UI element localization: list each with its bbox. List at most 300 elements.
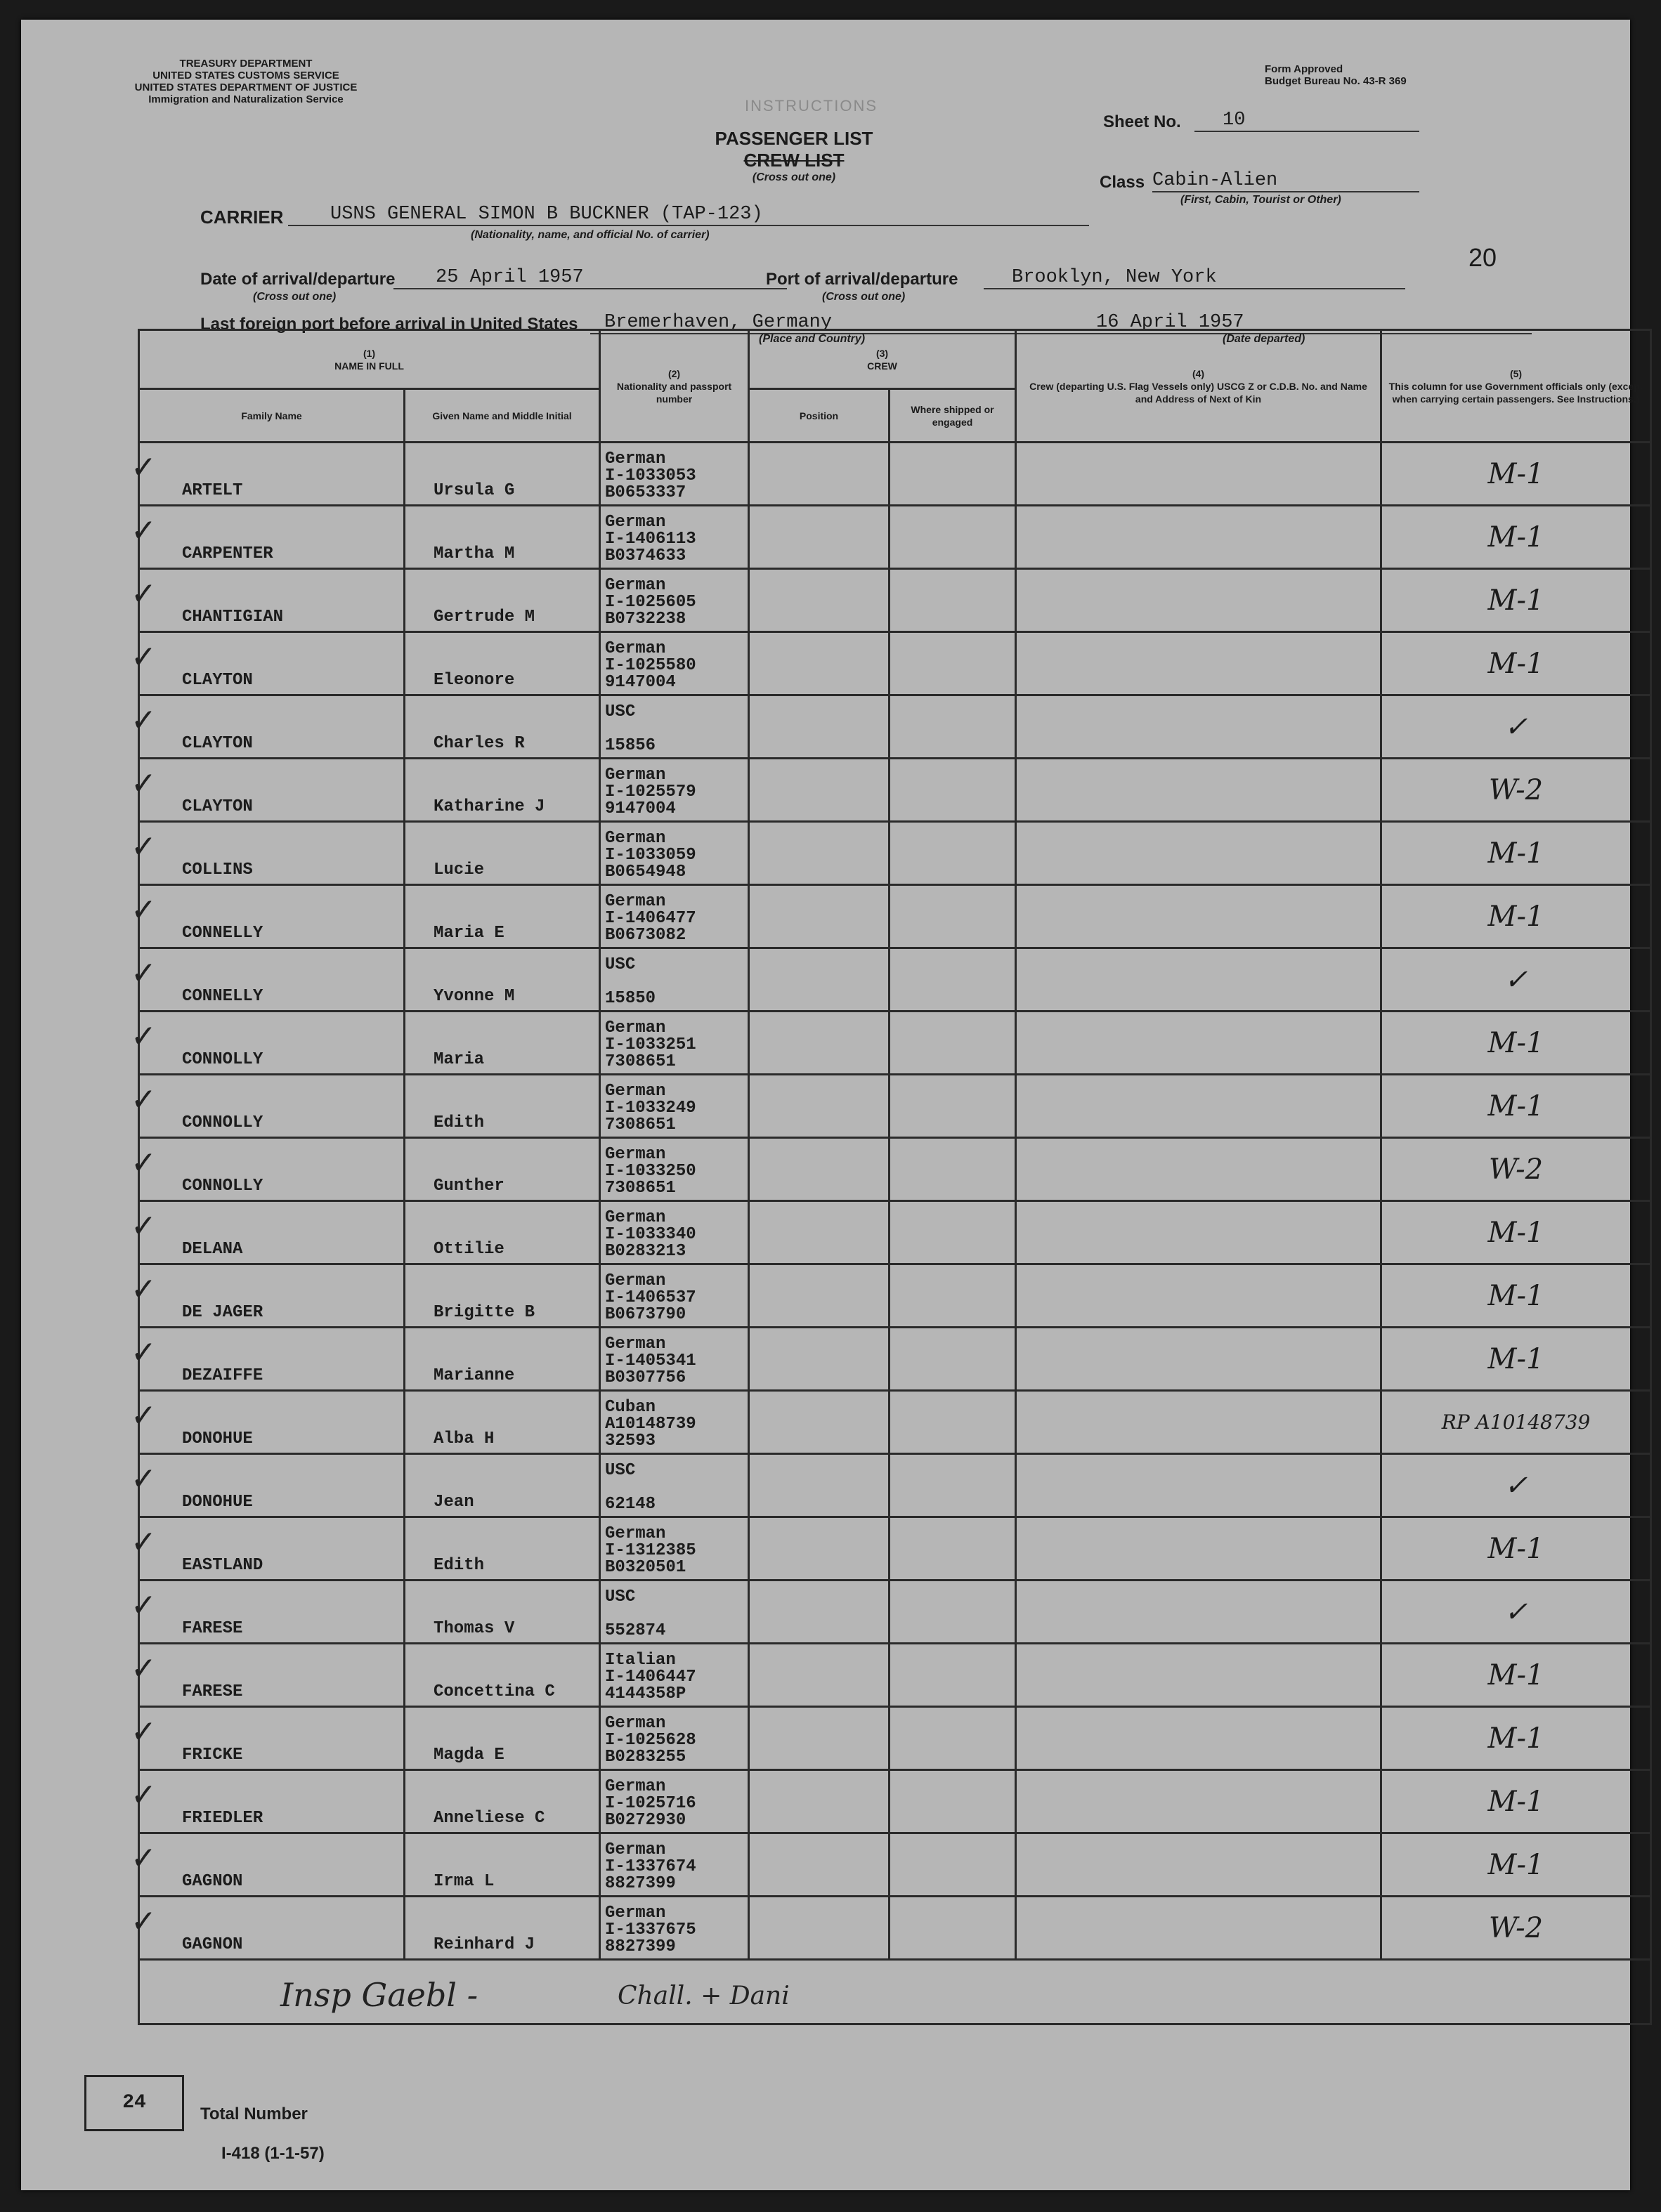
next-of-kin (1016, 1328, 1381, 1391)
nationality-line: I-1033249 (605, 1099, 696, 1118)
passenger-given-name: Maria (405, 1012, 600, 1075)
passenger-rows (139, 443, 1651, 1960)
port-note: (Cross out one) (822, 291, 906, 303)
passenger-nationality (600, 1138, 749, 1201)
class-value: Cabin-Alien (1152, 170, 1419, 192)
nationality-line: 15856 (605, 736, 656, 755)
nationality-line: B0673082 (605, 926, 686, 945)
next-of-kin (1016, 759, 1381, 822)
check-mark-icon: ✓ (131, 1524, 157, 1560)
check-mark-icon: ✓ (131, 702, 157, 738)
col2-label: Nationality and passport number (616, 380, 732, 405)
col5-number: (5) (1509, 367, 1523, 379)
title-block (675, 128, 913, 184)
cross-out-note: (Cross out one) (752, 171, 836, 183)
crew-position (749, 1581, 890, 1644)
passenger-family-name: DONOHUE (139, 1391, 405, 1454)
passenger-given-name: Ursula G (405, 443, 600, 506)
crew-position (749, 1138, 890, 1201)
form-approval-line-1: Form Approved (1265, 63, 1343, 75)
official-mark: RP A10148739 (1381, 1391, 1651, 1454)
signature-row (139, 1960, 1651, 2024)
crew-position (749, 948, 890, 1012)
nationality-line: I-1033340 (605, 1225, 696, 1244)
check-mark-icon: ✓ (131, 1145, 157, 1181)
next-of-kin (1016, 1138, 1381, 1201)
nationality-line: German (605, 1145, 666, 1164)
crew-shipped (890, 632, 1016, 695)
col4-number: (4) (1192, 367, 1205, 379)
passenger-family-name: CLAYTON (139, 695, 405, 759)
table-row (139, 1770, 1651, 1833)
nationality-line: B0272930 (605, 1811, 686, 1830)
nationality-line: I-1025605 (605, 593, 696, 612)
passenger-nationality (600, 506, 749, 569)
check-mark-icon: ✓ (131, 513, 157, 549)
table-row (139, 632, 1651, 695)
class-label: Class (1100, 173, 1145, 192)
official-mark: ✓ (1381, 1454, 1651, 1517)
crew-position (749, 1517, 890, 1581)
crew-position (749, 569, 890, 632)
nationality-line: 62148 (605, 1495, 656, 1514)
passenger-nationality (600, 632, 749, 695)
agency-line-2: UNITED STATES CUSTOMS SERVICE (152, 70, 339, 81)
nationality-line: I-1406477 (605, 909, 696, 928)
crew-position (749, 759, 890, 822)
check-mark-icon: ✓ (131, 1271, 157, 1307)
nationality-line: I-1405341 (605, 1352, 696, 1370)
nationality-line: German (605, 1082, 666, 1101)
table-row (139, 1833, 1651, 1897)
crew-shipped (890, 1644, 1016, 1707)
table-row (139, 1075, 1651, 1138)
next-of-kin (1016, 1581, 1381, 1644)
passenger-nationality (600, 1328, 749, 1391)
table-row (139, 885, 1651, 948)
crew-shipped (890, 1391, 1016, 1454)
nationality-line: 7308651 (605, 1179, 676, 1198)
nationality-line: 15850 (605, 989, 656, 1008)
next-of-kin (1016, 885, 1381, 948)
nationality-line: German (605, 1208, 666, 1227)
nationality-line: 8827399 (605, 1937, 676, 1956)
next-of-kin (1016, 1833, 1381, 1897)
passenger-family-name: CARPENTER (139, 506, 405, 569)
nationality-line: German (605, 1904, 666, 1923)
crew-position (749, 1012, 890, 1075)
departed-note: (Date departed) (1223, 333, 1305, 345)
crew-shipped (890, 759, 1016, 822)
passenger-family-name: CLAYTON (139, 632, 405, 695)
check-mark-icon: ✓ (131, 1335, 157, 1370)
official-mark: M-1 (1381, 506, 1651, 569)
passenger-family-name: CONNELLY (139, 948, 405, 1012)
col1-header (139, 330, 600, 389)
last-port-value: Bremerhaven, Germany (590, 312, 1054, 334)
passenger-given-name: Marianne (405, 1328, 600, 1391)
official-mark: M-1 (1381, 822, 1651, 885)
table-row (139, 1581, 1651, 1644)
nationality-line (605, 721, 743, 738)
official-mark: W-2 (1381, 1138, 1651, 1201)
crew-position (749, 632, 890, 695)
nationality-line: I-1033059 (605, 846, 696, 865)
crew-position (749, 1075, 890, 1138)
nationality-line: I-1337674 (605, 1857, 696, 1876)
position-header: Position (749, 389, 890, 443)
nationality-line: German (605, 576, 666, 595)
nationality-line: B0653337 (605, 483, 686, 502)
col3-label: CREW (867, 360, 897, 372)
nationality-line: I-1033251 (605, 1035, 696, 1054)
next-of-kin (1016, 948, 1381, 1012)
crew-position (749, 1897, 890, 1960)
passenger-family-name: ARTELT (139, 443, 405, 506)
official-mark: M-1 (1381, 885, 1651, 948)
crew-shipped (890, 1517, 1016, 1581)
table-row (139, 506, 1651, 569)
next-of-kin (1016, 1264, 1381, 1328)
passenger-family-name: CLAYTON (139, 759, 405, 822)
next-of-kin (1016, 1075, 1381, 1138)
next-of-kin (1016, 443, 1381, 506)
passenger-nationality (600, 1264, 749, 1328)
check-mark-icon: ✓ (131, 766, 157, 801)
check-mark-icon: ✓ (131, 829, 157, 865)
crew-shipped (890, 1897, 1016, 1960)
passenger-table (138, 329, 1652, 2025)
given-name-header: Given Name and Middle Initial (405, 389, 600, 443)
next-of-kin (1016, 1454, 1381, 1517)
nationality-line: B0307756 (605, 1368, 686, 1387)
next-of-kin (1016, 569, 1381, 632)
passenger-nationality (600, 759, 749, 822)
nationality-line: German (605, 639, 666, 658)
passenger-family-name: DELANA (139, 1201, 405, 1264)
col5-label: This column for use Government officials only (except when carrying certain passengers. See Instructions.) (1388, 380, 1643, 405)
nationality-line (605, 974, 743, 990)
crew-shipped (890, 1201, 1016, 1264)
next-of-kin (1016, 1517, 1381, 1581)
nationality-line: I-1406537 (605, 1288, 696, 1307)
table-row (139, 1897, 1651, 1960)
total-count-box: 24 (84, 2075, 184, 2131)
passenger-given-name: Maria E (405, 885, 600, 948)
passenger-given-name: Jean (405, 1454, 600, 1517)
crew-position (749, 1264, 890, 1328)
official-mark: M-1 (1381, 569, 1651, 632)
nationality-line: German (605, 1840, 666, 1859)
nationality-line: A10148739 (605, 1415, 696, 1434)
nationality-line: 552874 (605, 1621, 666, 1640)
nationality-line: I-1033053 (605, 466, 696, 485)
next-of-kin (1016, 506, 1381, 569)
carrier-note: (Nationality, name, and official No. of carrier) (471, 229, 710, 241)
check-mark-icon: ✓ (131, 1588, 157, 1623)
next-of-kin (1016, 1644, 1381, 1707)
official-mark: M-1 (1381, 1707, 1651, 1770)
official-mark: M-1 (1381, 1517, 1651, 1581)
table-row (139, 1264, 1651, 1328)
passenger-family-name: DONOHUE (139, 1454, 405, 1517)
crew-shipped (890, 569, 1016, 632)
crew-shipped (890, 822, 1016, 885)
official-mark: M-1 (1381, 632, 1651, 695)
crew-position (749, 695, 890, 759)
nationality-line: German (605, 450, 666, 469)
nationality-line: Cuban (605, 1398, 656, 1417)
nationality-line: I-1033250 (605, 1162, 696, 1181)
passenger-family-name: GAGNON (139, 1833, 405, 1897)
crew-shipped (890, 948, 1016, 1012)
nationality-line: I-1312385 (605, 1541, 696, 1560)
official-mark: M-1 (1381, 1201, 1651, 1264)
check-mark-icon: ✓ (131, 576, 157, 612)
col2-number: (2) (667, 367, 681, 379)
col1-label: NAME IN FULL (334, 360, 404, 372)
passenger-family-name: CHANTIGIAN (139, 569, 405, 632)
passenger-given-name: Katharine J (405, 759, 600, 822)
crew-shipped (890, 695, 1016, 759)
passenger-nationality (600, 1201, 749, 1264)
nationality-line: I-1025716 (605, 1794, 696, 1813)
table-row (139, 1454, 1651, 1517)
passenger-family-name: EASTLAND (139, 1517, 405, 1581)
check-mark-icon: ✓ (131, 1398, 157, 1434)
col4-header (1016, 330, 1381, 443)
col4-label: Crew (departing U.S. Flag Vessels only) USCG Z or C.D.B. No. and Name and Address of Next of Kin (1029, 380, 1367, 405)
passenger-given-name: Reinhard J (405, 1897, 600, 1960)
nationality-line: German (605, 513, 666, 532)
passenger-given-name: Ottilie (405, 1201, 600, 1264)
table-row (139, 443, 1651, 506)
table-row (139, 1201, 1651, 1264)
sheet-number: 10 (1194, 110, 1419, 132)
passenger-given-name: Martha M (405, 506, 600, 569)
passenger-given-name: Eleonore (405, 632, 600, 695)
crew-position (749, 1770, 890, 1833)
carrier-label: CARRIER (200, 207, 284, 228)
nationality-line: I-1406447 (605, 1668, 696, 1687)
passenger-given-name: Gunther (405, 1138, 600, 1201)
nationality-line: B0283213 (605, 1242, 686, 1261)
next-of-kin (1016, 1012, 1381, 1075)
passenger-family-name: FRIEDLER (139, 1770, 405, 1833)
table-row (139, 1517, 1651, 1581)
table-row (139, 1644, 1651, 1707)
next-of-kin (1016, 1897, 1381, 1960)
official-mark: M-1 (1381, 1012, 1651, 1075)
crew-shipped (890, 885, 1016, 948)
official-mark: ✓ (1381, 948, 1651, 1012)
crew-position (749, 1328, 890, 1391)
check-mark-icon: ✓ (131, 892, 157, 928)
official-mark: M-1 (1381, 1264, 1651, 1328)
table-row (139, 1138, 1651, 1201)
nationality-line: I-1025580 (605, 656, 696, 675)
passenger-family-name: COLLINS (139, 822, 405, 885)
col1-number: (1) (363, 347, 376, 359)
passenger-nationality (600, 1517, 749, 1581)
col5-header (1381, 330, 1651, 443)
nationality-line: B0374633 (605, 547, 686, 565)
crew-shipped (890, 1012, 1016, 1075)
passenger-nationality (600, 1833, 749, 1897)
nationality-line: 7308651 (605, 1052, 676, 1071)
nationality-line: German (605, 1335, 666, 1354)
crew-position (749, 1391, 890, 1454)
table-row (139, 1328, 1651, 1391)
nationality-line: German (605, 892, 666, 911)
nationality-line: 4144358P (605, 1684, 686, 1703)
passenger-family-name: CONNELLY (139, 885, 405, 948)
nationality-line: German (605, 829, 666, 848)
nationality-line: USC (605, 1588, 636, 1606)
passenger-family-name: CONNOLLY (139, 1012, 405, 1075)
passenger-given-name: Anneliese C (405, 1770, 600, 1833)
passenger-given-name: Yvonne M (405, 948, 600, 1012)
passenger-nationality (600, 1644, 749, 1707)
passenger-family-name: FRICKE (139, 1707, 405, 1770)
inspector-signature: Insp Gaebl - (280, 1976, 478, 2014)
next-of-kin (1016, 1707, 1381, 1770)
nationality-line: B0320501 (605, 1558, 686, 1577)
crew-position (749, 1833, 890, 1897)
passenger-nationality (600, 1075, 749, 1138)
crew-shipped (890, 1454, 1016, 1517)
table-row (139, 759, 1651, 822)
second-signature: Chall. + Dani (618, 1982, 790, 2010)
passenger-nationality (600, 569, 749, 632)
official-mark: M-1 (1381, 1075, 1651, 1138)
last-port-note: (Place and Country) (759, 333, 866, 345)
passenger-given-name: Edith (405, 1075, 600, 1138)
table-row (139, 1012, 1651, 1075)
passenger-nationality (600, 695, 749, 759)
crew-position (749, 1201, 890, 1264)
next-of-kin (1016, 1201, 1381, 1264)
passenger-given-name: Thomas V (405, 1581, 600, 1644)
nationality-line: 9147004 (605, 799, 676, 818)
next-of-kin (1016, 1391, 1381, 1454)
official-mark: M-1 (1381, 1644, 1651, 1707)
crew-shipped (890, 506, 1016, 569)
nationality-line: German (605, 1019, 666, 1038)
agency-line-3: UNITED STATES DEPARTMENT OF JUSTICE (134, 81, 358, 93)
departed-value: 16 April 1957 (1054, 312, 1532, 334)
agency-line-1: TREASURY DEPARTMENT (179, 58, 313, 70)
page-number: 20 (1468, 243, 1497, 272)
nationality-line: 8827399 (605, 1874, 676, 1893)
nationality-line: German (605, 1271, 666, 1290)
nationality-line: B0283255 (605, 1748, 686, 1767)
passenger-given-name: Gertrude M (405, 569, 600, 632)
carrier-value: USNS GENERAL SIMON B BUCKNER (TAP-123) (288, 204, 1089, 226)
passenger-given-name: Brigitte B (405, 1264, 600, 1328)
passenger-nationality (600, 1454, 749, 1517)
passenger-given-name: Charles R (405, 695, 600, 759)
nationality-line: B0732238 (605, 610, 686, 629)
nationality-line (605, 1606, 743, 1623)
table-row (139, 1391, 1651, 1454)
crew-position (749, 822, 890, 885)
agency-block (77, 58, 415, 105)
check-mark-icon: ✓ (131, 1777, 157, 1813)
check-mark-icon: ✓ (131, 1714, 157, 1750)
next-of-kin (1016, 822, 1381, 885)
official-mark: M-1 (1381, 1328, 1651, 1391)
official-mark: W-2 (1381, 759, 1651, 822)
official-mark: M-1 (1381, 1770, 1651, 1833)
check-mark-icon: ✓ (131, 1082, 157, 1118)
crew-shipped (890, 1264, 1016, 1328)
sheet-label: Sheet No. (1103, 112, 1181, 131)
official-mark: W-2 (1381, 1897, 1651, 1960)
form-approval (1265, 63, 1490, 87)
passenger-nationality (600, 948, 749, 1012)
passenger-family-name: DE JAGER (139, 1264, 405, 1328)
check-mark-icon: ✓ (131, 1019, 157, 1054)
nationality-line: I-1025579 (605, 783, 696, 801)
passenger-nationality (600, 1012, 749, 1075)
crew-shipped (890, 1328, 1016, 1391)
date-note: (Cross out one) (253, 291, 337, 303)
crew-position (749, 885, 890, 948)
nationality-line: German (605, 1524, 666, 1543)
passenger-family-name: CONNOLLY (139, 1075, 405, 1138)
next-of-kin (1016, 1770, 1381, 1833)
crew-shipped (890, 1833, 1016, 1897)
passenger-nationality (600, 1897, 749, 1960)
passenger-nationality (600, 1391, 749, 1454)
table-row (139, 948, 1651, 1012)
nationality-line: USC (605, 702, 636, 721)
crew-position (749, 1454, 890, 1517)
nationality-line: I-1406113 (605, 530, 696, 549)
list-title: PASSENGER LIST (715, 128, 873, 149)
passenger-family-name: DEZAIFFE (139, 1328, 405, 1391)
official-mark: M-1 (1381, 443, 1651, 506)
class-note: (First, Cabin, Tourist or Other) (1180, 194, 1341, 206)
check-mark-icon: ✓ (131, 639, 157, 675)
crew-position (749, 1707, 890, 1770)
passenger-nationality (600, 1707, 749, 1770)
nationality-line: I-1025628 (605, 1731, 696, 1750)
instructions-bleedthrough: INSTRUCTIONS (745, 97, 878, 114)
check-mark-icon: ✓ (131, 450, 157, 485)
agency-line-4: Immigration and Naturalization Service (148, 93, 344, 105)
date-value: 25 April 1957 (393, 267, 787, 289)
passenger-nationality (600, 1581, 749, 1644)
shipped-header: Where shipped or engaged (890, 389, 1016, 443)
table-row (139, 569, 1651, 632)
crew-position (749, 506, 890, 569)
nationality-line: German (605, 1777, 666, 1796)
table-row (139, 822, 1651, 885)
passenger-family-name: FARESE (139, 1581, 405, 1644)
table-row (139, 695, 1651, 759)
nationality-line: USC (605, 955, 636, 974)
official-mark: ✓ (1381, 695, 1651, 759)
check-mark-icon: ✓ (131, 1461, 157, 1497)
nationality-line: 7308651 (605, 1115, 676, 1134)
last-port-label: Last foreign port before arrival in United States (200, 315, 578, 334)
crew-shipped (890, 443, 1016, 506)
crew-shipped (890, 1707, 1016, 1770)
nationality-line: USC (605, 1461, 636, 1480)
crew-shipped (890, 1770, 1016, 1833)
